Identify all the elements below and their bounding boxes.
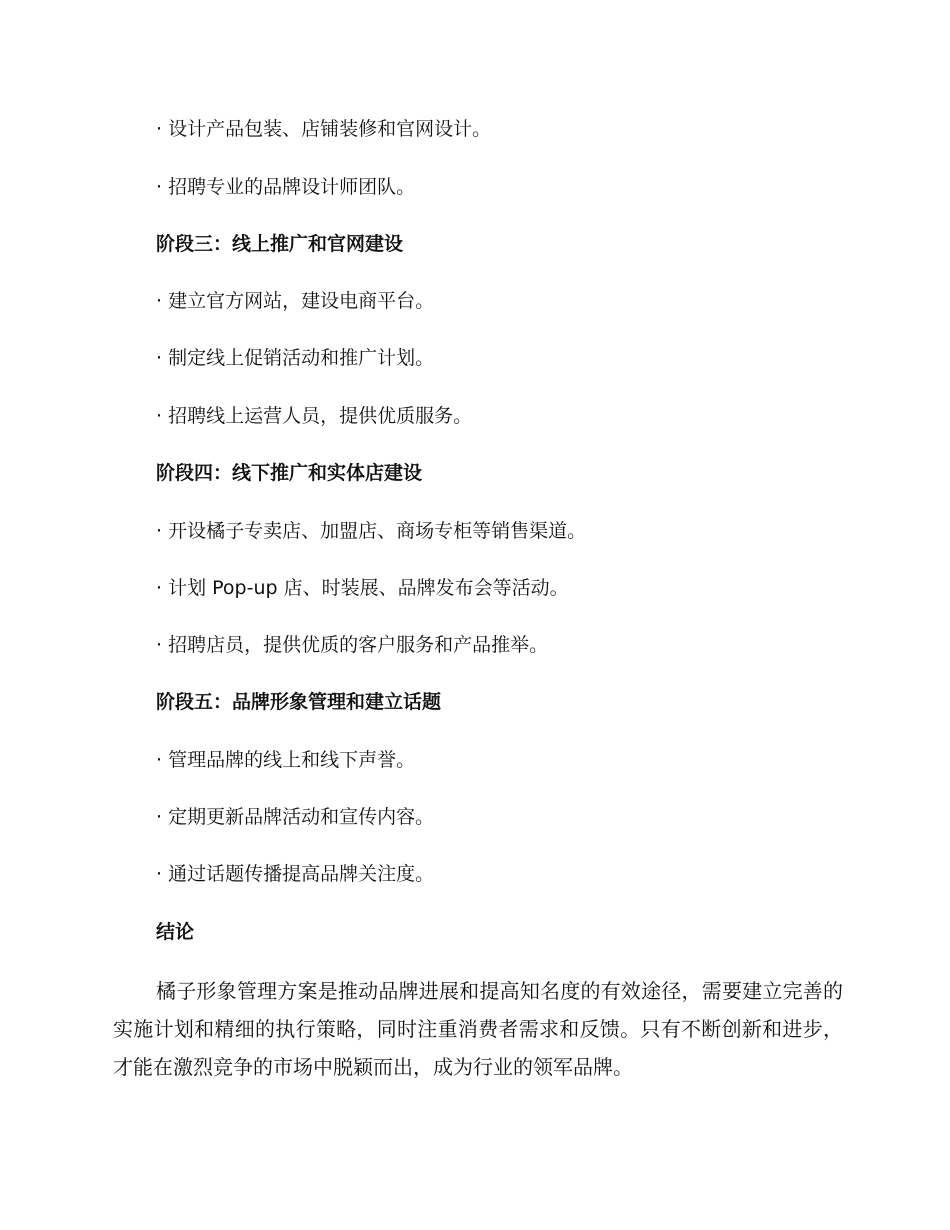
section-heading: 阶段五：品牌形象管理和建立话题 (156, 691, 442, 713)
bullet-item: · 通过话题传播提高品牌关注度。 (156, 863, 435, 885)
conclusion-paragraph: 橘子形象管理方案是推动品牌进展和提高知名度的有效途径，需要建立完善的实施计划和精细的执行策略，同时注重消费者需求和反馈。只有不断创新和进步，才能在激烈竞争的市场中脱颖而出，成为行业的领军品牌。 (113, 979, 843, 1079)
bullet-item: · 计划 Pop-up 店、时装展、品牌发布会等活动。 (156, 577, 569, 599)
section-heading: 阶段四：线下推广和实体店建设 (156, 462, 423, 484)
bullet-item: · 开设橘子专卖店、加盟店、商场专柜等销售渠道。 (156, 520, 587, 542)
bullet-item: · 招聘专业的品牌设计师团队。 (156, 176, 416, 198)
bullet-item: · 招聘店员，提供优质的客户服务和产品推举。 (156, 634, 549, 656)
bullet-item: · 制定线上促销活动和推广计划。 (156, 347, 435, 369)
bullet-item: · 设计产品包装、店铺装修和官网设计。 (156, 118, 492, 140)
section-heading: 阶段三：线上推广和官网建设 (156, 233, 404, 255)
conclusion-heading: 结论 (156, 921, 195, 943)
bullet-item: · 定期更新品牌活动和宣传内容。 (156, 806, 435, 828)
bullet-item: · 招聘线上运营人员，提供优质服务。 (156, 405, 473, 427)
bullet-item: · 管理品牌的线上和线下声誉。 (156, 749, 416, 771)
bullet-item: · 建立官方网站，建设电商平台。 (156, 290, 435, 312)
